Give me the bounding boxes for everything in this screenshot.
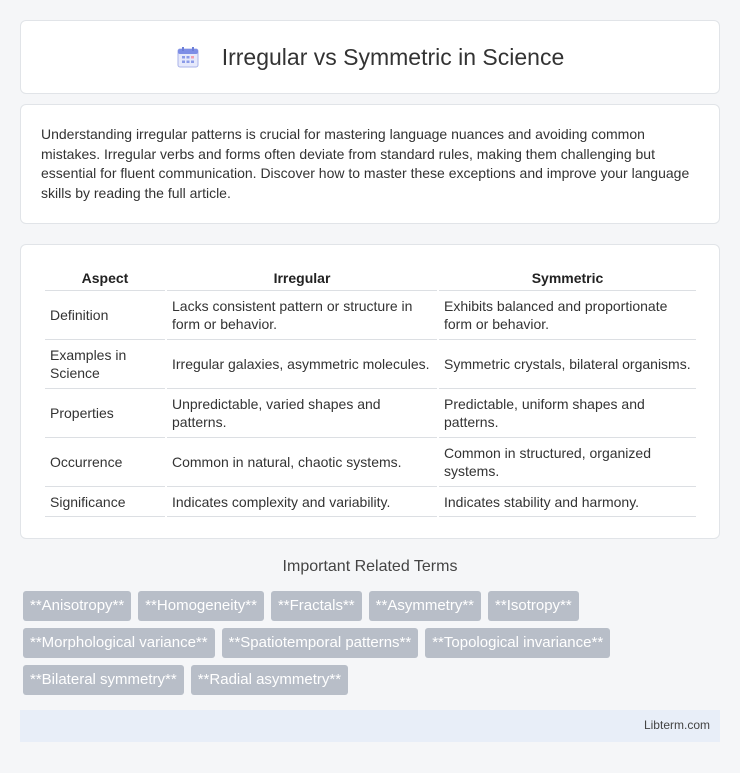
related-terms-list — [23, 591, 713, 695]
cell-aspect: Occurrence — [45, 438, 165, 487]
cell-symmetric: Predictable, uniform shapes and patterns. — [439, 389, 696, 438]
cell-irregular: Irregular galaxies, asymmetric molecules. — [167, 340, 437, 389]
related-term-tag[interactable]: **Morphological variance** — [23, 628, 215, 658]
related-term-tag[interactable]: **Fractals** — [271, 591, 362, 621]
cell-symmetric: Symmetric crystals, bilateral organisms. — [439, 340, 696, 389]
comparison-table — [43, 265, 698, 517]
cell-irregular: Indicates complexity and variability. — [167, 487, 437, 517]
header-aspect: Aspect — [45, 265, 165, 291]
cell-symmetric: Common in structured, organized systems. — [439, 438, 696, 487]
footer — [20, 710, 720, 742]
intro-card — [20, 104, 720, 224]
related-term-tag[interactable]: **Topological invariance** — [425, 628, 610, 658]
page-title: Irregular vs Symmetric in Science — [221, 43, 565, 70]
cell-irregular: Lacks consistent pattern or structure in form or behavior. — [167, 291, 437, 340]
table-header-row — [45, 265, 696, 291]
related-terms-title: Important Related Terms — [282, 558, 458, 575]
cell-aspect: Properties — [45, 389, 165, 438]
related-term-tag[interactable]: **Radial asymmetry** — [191, 665, 348, 695]
header-symmetric: Symmetric — [439, 265, 696, 291]
cell-aspect: Significance — [45, 487, 165, 517]
related-term-tag[interactable]: **Anisotropy** — [23, 591, 131, 621]
footer-site-link[interactable]: Libterm.com — [643, 718, 710, 732]
related-term-tag[interactable]: **Asymmetry** — [369, 591, 481, 621]
header-card — [20, 20, 720, 94]
cell-aspect: Examples in Science — [45, 340, 165, 389]
cell-irregular: Common in natural, chaotic systems. — [167, 438, 437, 487]
table-row — [45, 389, 696, 438]
intro-text: Understanding irregular patterns is crucial for mastering language nuances and avoiding common mistakes. Irregular verbs and forms often deviate from standard rules, making them challenging but essential for fluent communication. Discover how to master these exceptions and improve your language skills by reading the full article. — [41, 126, 690, 201]
comparison-card — [20, 244, 720, 539]
related-term-tag[interactable]: **Isotropy** — [488, 591, 579, 621]
table-row — [45, 291, 696, 340]
table-row — [45, 438, 696, 487]
related-term-tag[interactable]: **Spatiotemporal patterns** — [222, 628, 419, 658]
cell-irregular: Unpredictable, varied shapes and patterns. — [167, 389, 437, 438]
cell-symmetric: Exhibits balanced and proportionate form or behavior. — [439, 291, 696, 340]
related-term-tag[interactable]: **Bilateral symmetry** — [23, 665, 184, 695]
cell-symmetric: Indicates stability and harmony. — [439, 487, 696, 517]
table-row — [45, 487, 696, 517]
calendar-icon — [176, 45, 200, 69]
header-irregular: Irregular — [167, 265, 437, 291]
table-row — [45, 340, 696, 389]
cell-aspect: Definition — [45, 291, 165, 340]
related-term-tag[interactable]: **Homogeneity** — [138, 591, 264, 621]
